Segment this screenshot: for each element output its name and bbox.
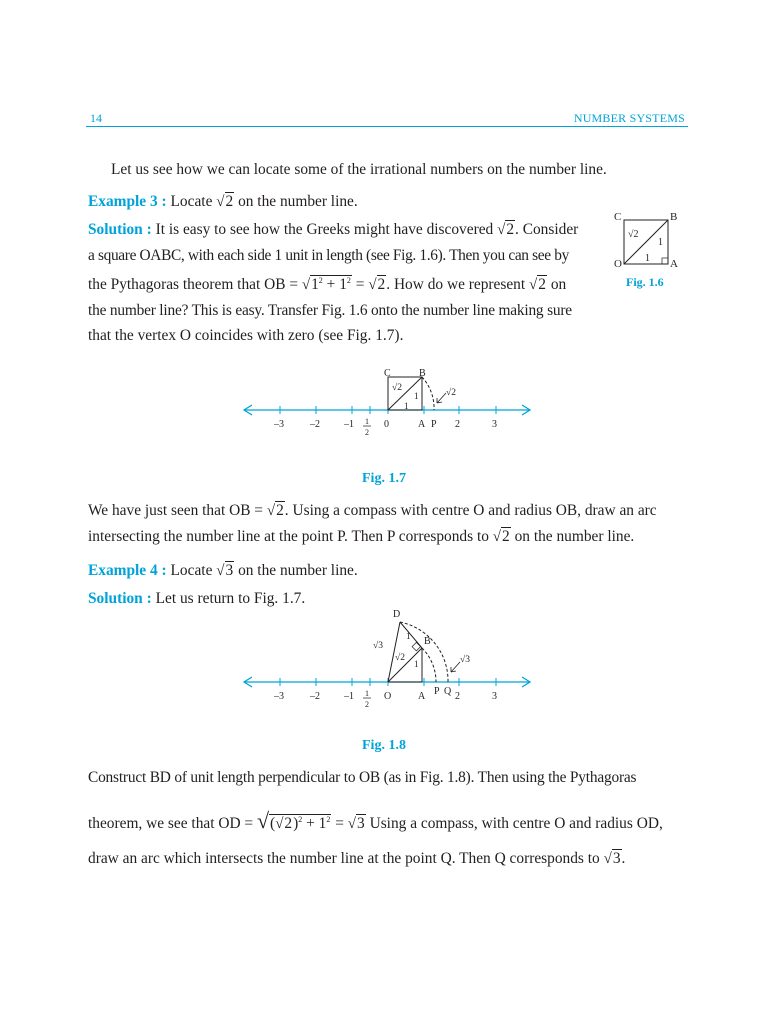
fig18-label-arc: √3 bbox=[460, 655, 470, 665]
fig17-label-b: B bbox=[419, 368, 426, 379]
example4-text-before: Locate bbox=[170, 562, 213, 579]
final-paragraph bbox=[88, 765, 692, 872]
solution3-line2: a square OABC, with each side 1 unit in length (see Fig. 1.6). Then you can see by bbox=[88, 247, 569, 264]
fig18-tick-minus1: –1 bbox=[344, 691, 354, 702]
fig16-label-a: A bbox=[670, 258, 678, 270]
fig17-tick-p: P bbox=[431, 419, 437, 430]
fig16-label-side-bottom: 1 bbox=[645, 253, 650, 264]
header-rule bbox=[86, 126, 688, 127]
example4-label: Example 4 : bbox=[88, 562, 167, 579]
fig18-label-d: D bbox=[393, 609, 401, 620]
fig16-label-b: B bbox=[670, 211, 678, 223]
after-fig17-line1: We have just seen that OB = √2. Using a compass with centre O and radius OB, draw an arc bbox=[88, 502, 657, 519]
fig17-tick-2: 2 bbox=[455, 419, 460, 430]
fig17-tick-minus2: –2 bbox=[310, 419, 320, 430]
fig18-tick-p: P bbox=[434, 686, 440, 697]
after-fig17-paragraph bbox=[88, 498, 692, 550]
fig17-label-c: C bbox=[384, 368, 391, 379]
solution3-line4: the number line? This is easy. Transfer Fig. 1.6 onto the number line making sure bbox=[88, 302, 572, 320]
fig18-tick-minus2: –2 bbox=[310, 691, 320, 702]
fig16-caption: Fig. 1.6 bbox=[626, 275, 664, 289]
fig17-caption: Fig. 1.7 bbox=[362, 471, 406, 486]
fig17-tick-a: A bbox=[418, 419, 426, 430]
example3-sqrt: √2 bbox=[216, 193, 234, 210]
fig16-label-o: O bbox=[614, 258, 622, 270]
fig16-diagram bbox=[612, 210, 686, 270]
fig17-label-diag: √2 bbox=[392, 383, 402, 393]
solution3-paragraph bbox=[88, 217, 608, 348]
fig18-tick-q: Q bbox=[444, 686, 452, 697]
solution3-line5: that the vertex O coincides with zero (see Fig. 1.7). bbox=[88, 327, 404, 345]
fig18-half-den: 2 bbox=[365, 700, 369, 709]
fig18-tick-minus3: –3 bbox=[274, 691, 284, 702]
fig18-tick-3: 3 bbox=[492, 691, 497, 702]
fig17-tick-3: 3 bbox=[492, 419, 497, 430]
solution4-label: Solution : bbox=[88, 590, 152, 607]
final-line2: theorem, we see that OD = $√(√2)^2 + 1^2 = √3$ Using a compass, with centre O and radius OD, bbox=[88, 808, 663, 834]
fig17-tick-0: 0 bbox=[384, 419, 389, 430]
fig18-label-one-a: 1 bbox=[406, 631, 411, 641]
fig18-half-num: 1 bbox=[365, 689, 369, 698]
fig18-label-sqrt3: √3 bbox=[373, 641, 383, 651]
fig16-label-diag: √2 bbox=[628, 229, 639, 240]
fig18-tick-a: A bbox=[418, 691, 426, 702]
fig17-half-num: 1 bbox=[365, 417, 369, 426]
solution4-text: Let us return to Fig. 1.7. bbox=[155, 590, 306, 607]
example3-text-before: Locate bbox=[170, 193, 213, 210]
fig18-label-sqrt2: √2 bbox=[395, 653, 405, 663]
fig18-tick-2: 2 bbox=[455, 691, 460, 702]
fig17-label-side: 1 bbox=[414, 391, 419, 401]
after-fig17-line2: intersecting the number line at the point P. Then P corresponds to √2 on the number line. bbox=[88, 528, 635, 545]
page-number: 14 bbox=[90, 111, 102, 125]
solution3-label: Solution : bbox=[88, 221, 152, 238]
fig18-tick-o: O bbox=[384, 691, 392, 702]
example3-line bbox=[88, 189, 358, 215]
intro-paragraph: Let us see how we can locate some of the irrational numbers on the number line. bbox=[111, 161, 607, 178]
fig17-tick-minus3: –3 bbox=[274, 419, 284, 430]
fig17-label-arc: √2 bbox=[446, 388, 456, 398]
fig18-caption: Fig. 1.8 bbox=[362, 738, 406, 753]
solution3-line3: the Pythagoras theorem that OB = $√1^2 + 1^2 = √2$. How do we represent √2 on bbox=[88, 276, 567, 294]
fig17-diagram bbox=[240, 365, 540, 440]
fig17-label-side-bottom: 1 bbox=[404, 401, 409, 411]
fig18-label-one-b: 1 bbox=[414, 659, 419, 669]
chapter-title: NUMBER SYSTEMS bbox=[573, 111, 685, 125]
example4-line bbox=[88, 558, 358, 584]
fig16-label-c: C bbox=[614, 211, 622, 223]
fig17-half-den: 2 bbox=[365, 428, 369, 437]
example4-sqrt: √3 bbox=[216, 562, 234, 579]
fig17-tick-minus1: –1 bbox=[344, 419, 354, 430]
example3-label: Example 3 : bbox=[88, 193, 167, 210]
fig18-label-b: B bbox=[424, 636, 431, 647]
example3-text-after: on the number line. bbox=[238, 193, 358, 210]
example4-text-after: on the number line. bbox=[238, 562, 358, 579]
fig18-diagram bbox=[240, 604, 540, 710]
final-line1: Construct BD of unit length perpendicular to OB (as in Fig. 1.8). Then using the Pythagoras bbox=[88, 769, 637, 786]
solution3-line1: Solution : It is easy to see how the Greeks might have discovered √2. Consider bbox=[88, 221, 579, 238]
final-line3: draw an arc which intersects the number line at the point Q. Then Q corresponds to √3. bbox=[88, 850, 626, 868]
fig16-label-side-right: 1 bbox=[658, 237, 663, 248]
